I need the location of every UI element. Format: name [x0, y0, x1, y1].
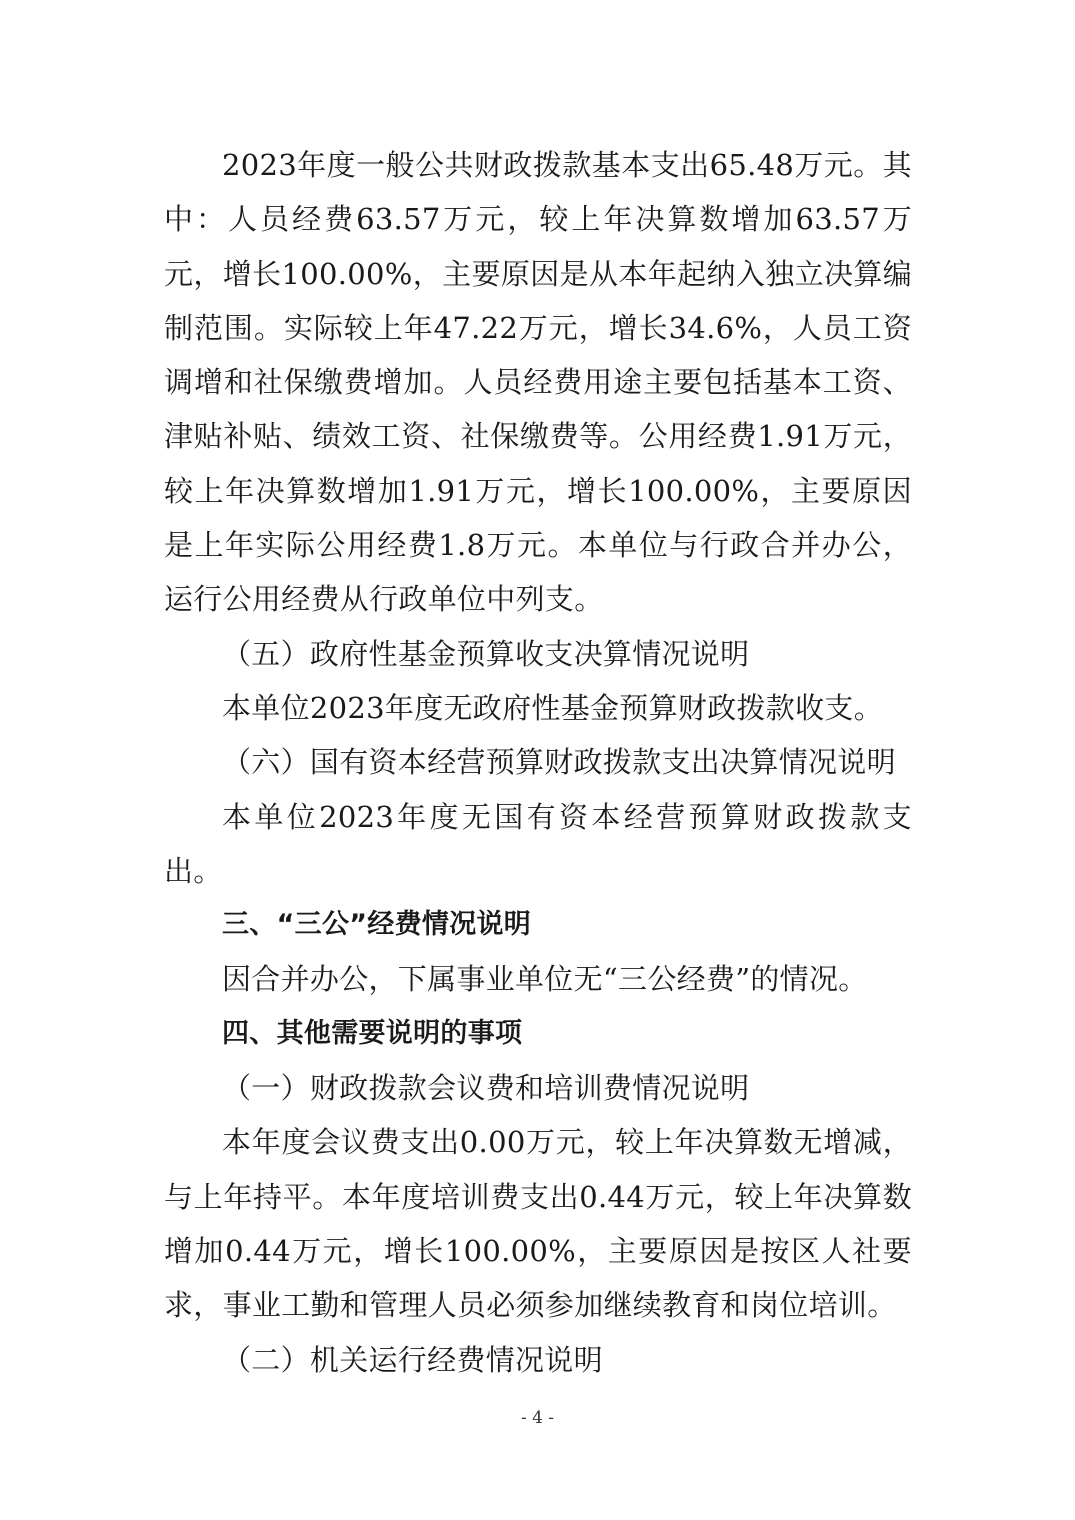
subheading-state-capital: （六）国有资本经营预算财政拨款支出决算情况说明: [222, 745, 896, 780]
document-body: [164, 138, 912, 1387]
paragraph-meeting-training: 本年度会议费支出0.00万元，较上年决算数无增减，与上年持平。本年度培训费支出0.44万元，较上年决算数增加0.44万元，增长100.00%，主要原因是按区人社要求，事业工勤和管理人员必须参加继续教育和岗位培训。: [164, 1125, 912, 1323]
subheading-meeting-training: （一）财政拨款会议费和培训费情况说明: [222, 1071, 750, 1106]
subheading-government-fund: （五）政府性基金预算收支决算情况说明: [222, 636, 750, 671]
subheading-operating-expenses: （二）机关运行经费情况说明: [222, 1342, 603, 1377]
page-number: - 4 -: [520, 1408, 555, 1428]
section-heading-other-matters: 四、其他需要说明的事项: [222, 1017, 523, 1049]
paragraph-state-capital: 本单位2023年度无国有资本经营预算财政拨款支出。: [164, 799, 912, 888]
paragraph-basic-expenditure: 2023年度一般公共财政拨款基本支出65.48万元。其中：人员经费63.57万元，较上年决算数增加63.57万元，增长100.00%，主要原因是从本年起纳入独立决算编制范围。实际较上年47.22万元，增长34.6%，人员工资调增和社保缴费增加。人员经费用途主要包括基本工资、津贴补贴、绩效工资、社保缴费等。公用经费1.91万元，较上年决算数增加1.91万元，增长100.00%，主要原因是上年实际公用经费1.8万元。本单位与行政合并办公，运行公用经费从行政单位中列支。: [164, 148, 912, 617]
paragraph-three-public: 因合并办公，下属事业单位无“三公经费”的情况。: [222, 962, 868, 997]
section-heading-three-public: 三、“三公”经费情况说明: [222, 909, 532, 941]
paragraph-government-fund: 本单位2023年度无政府性基金预算财政拨款收支。: [222, 690, 884, 725]
